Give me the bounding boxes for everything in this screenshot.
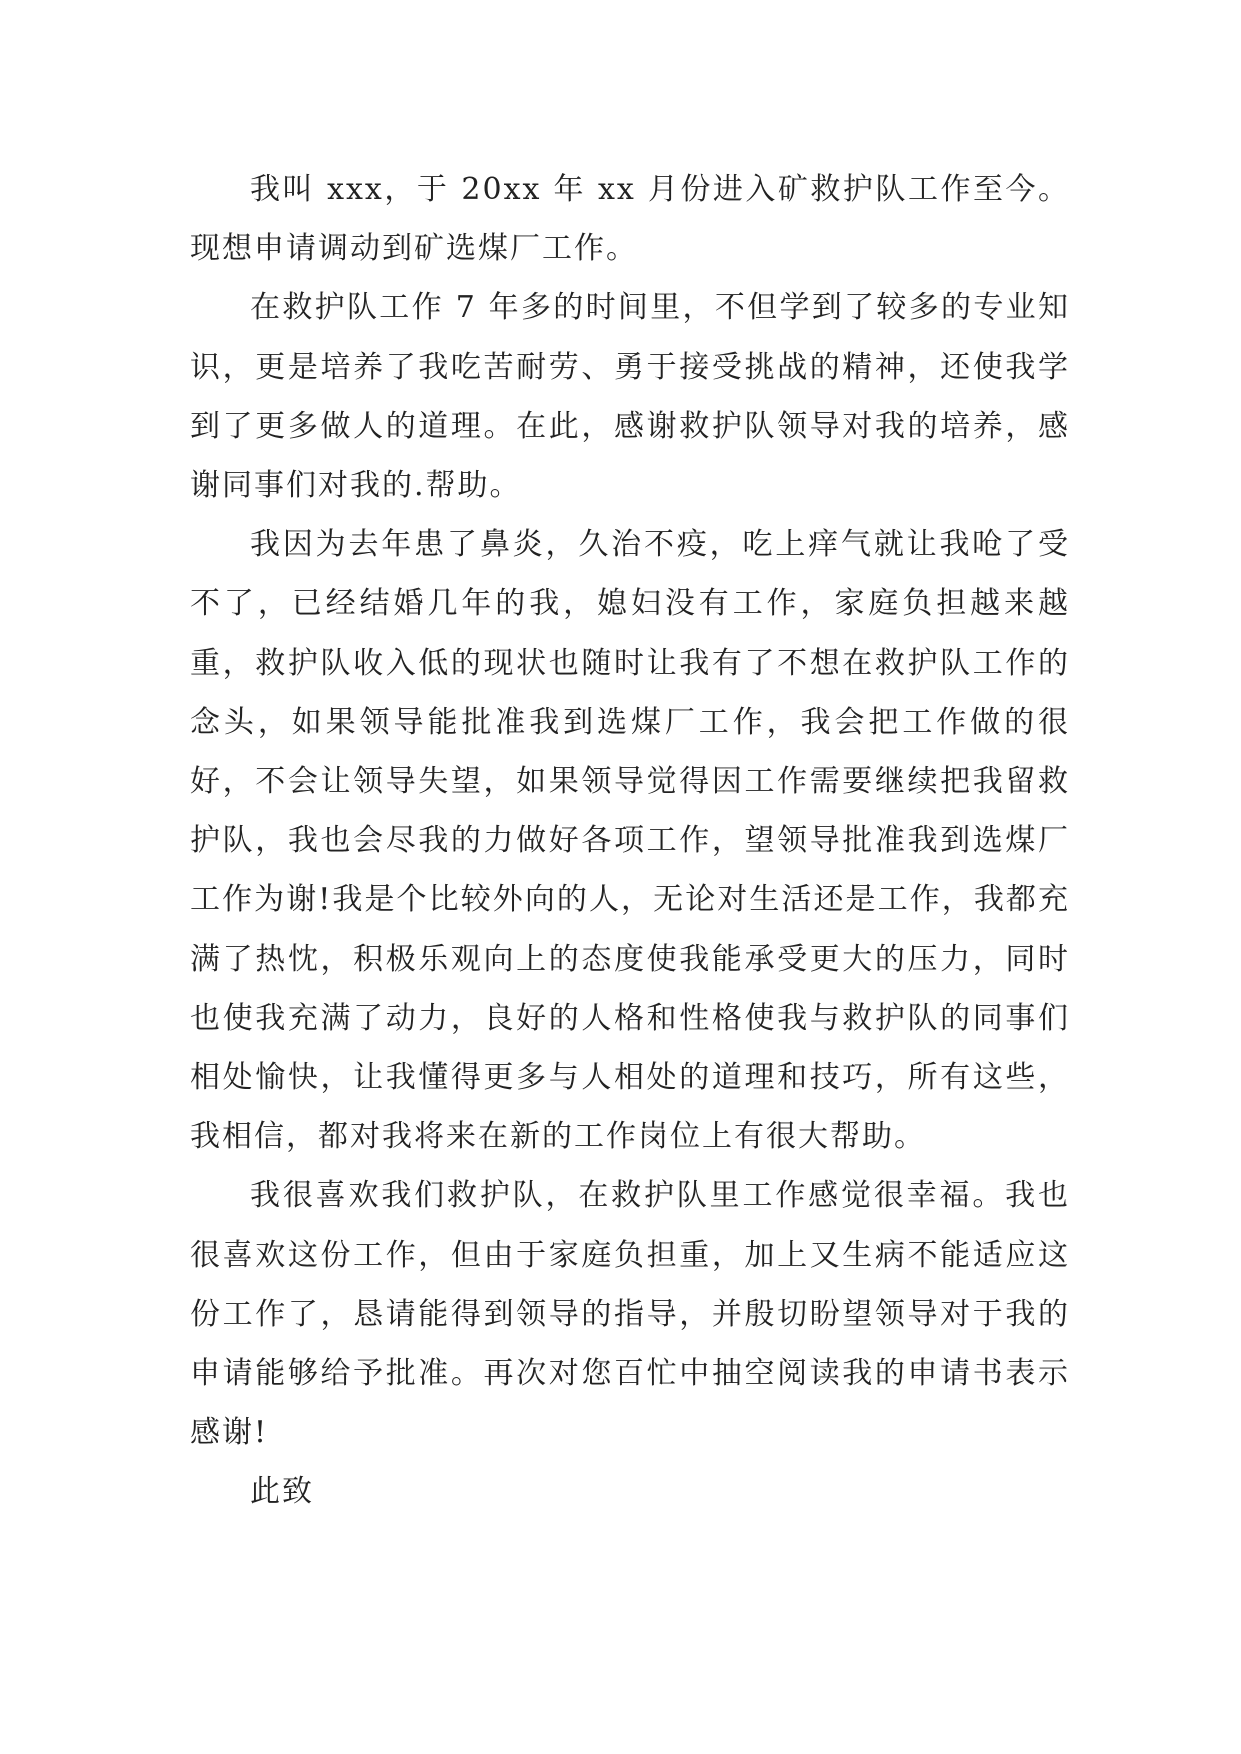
paragraph-experience: 在救护队工作 7 年多的时间里，不但学到了较多的专业知识，更是培养了我吃苦耐劳、勇于接受挑战的精神，还使我学到了更多做人的道理。在此，感谢救护队领导对我的培养，感谢同事们对我的.帮助。 bbox=[190, 290, 1070, 504]
closing-salutation: 此致 bbox=[250, 1474, 314, 1510]
paragraph-reasons: 我因为去年患了鼻炎，久治不疫，吃上痒气就让我呛了受不了，已经结婚几年的我，媳妇没有工作，家庭负担越来越重，救护队收入低的现状也随时让我有了不想在救护队工作的念头，如果领导能批准我到选煤厂工作，我会把工作做的很好，不会让领导失望，如果领导觉得因工作需要继续把我留救护队，我也会尽我的力做好各项工作，望领导批准我到选煤厂工作为谢!我是个比较外向的人，无论对生活还是工作，我都充满了热忱，积极乐观向上的态度使我能承受更大的压力，同时也使我充满了动力，良好的人格和性格使我与救护队的同事们相处愉快，让我懂得更多与人相处的道理和技巧，所有这些，我相信，都对我将来在新的工作岗位上有很大帮助。 bbox=[190, 527, 1070, 1155]
letter-body bbox=[190, 160, 1070, 1522]
paragraph-intro: 我叫 xxx，于 20xx 年 xx 月份进入矿救护队工作至今。现想申请调动到矿选煤厂工作。 bbox=[190, 172, 1070, 267]
paragraph-request: 我很喜欢我们救护队，在救护队里工作感觉很幸福。我也很喜欢这份工作，但由于家庭负担重，加上又生病不能适应这份工作了，恳请能得到领导的指导，并殷切盼望领导对于我的申请能够给予批准。再次对您百忙中抽空阅读我的申请书表示感谢! bbox=[190, 1178, 1070, 1451]
